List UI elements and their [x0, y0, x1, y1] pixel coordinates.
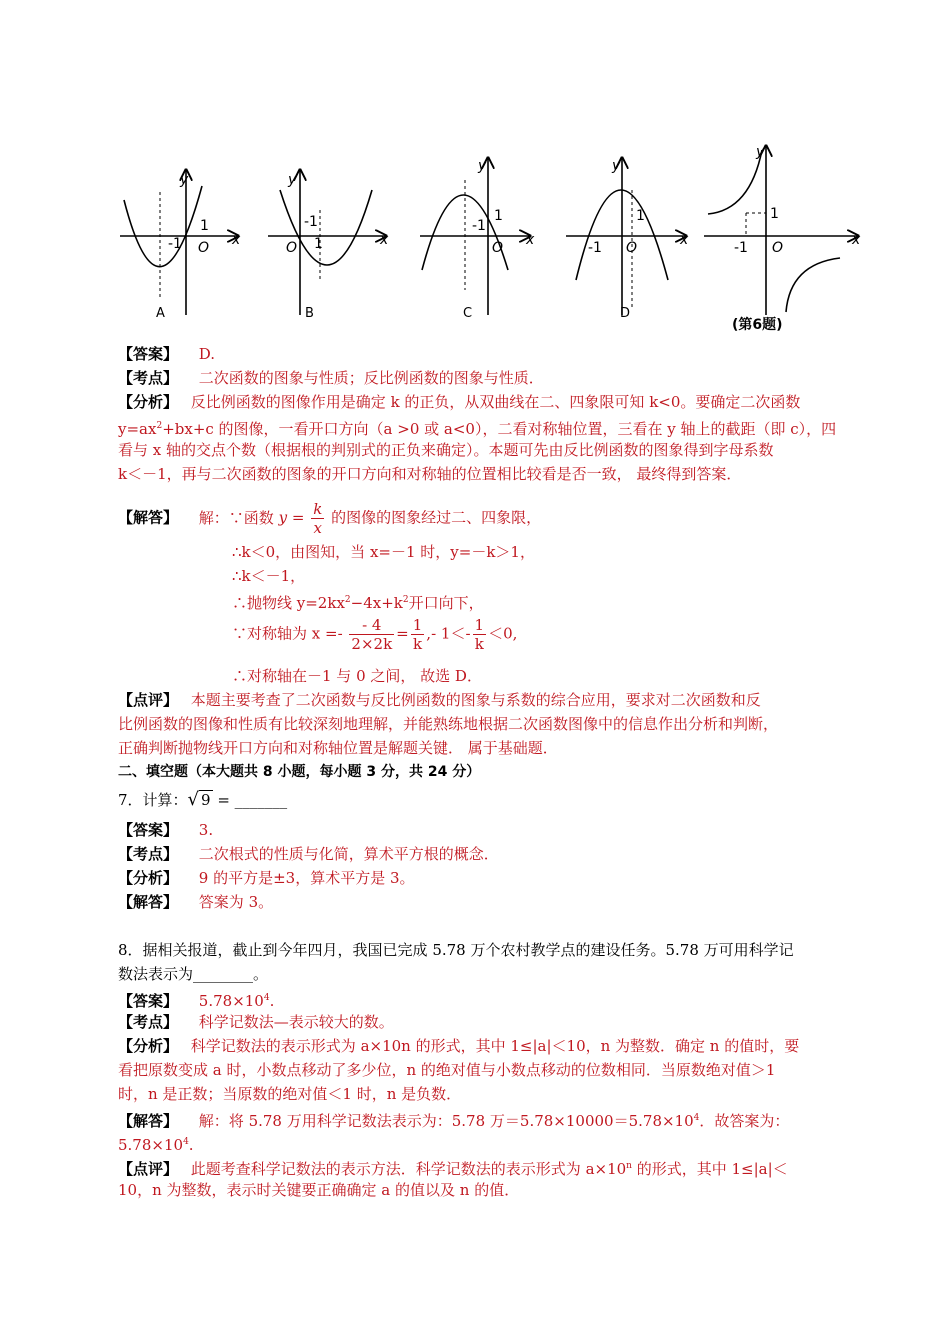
- function-graphs-figure: [110, 140, 870, 340]
- label-d: D: [620, 306, 631, 321]
- q7-stem: 7．计算：√ 9 = _______: [118, 789, 288, 810]
- svg-text:1: 1: [494, 208, 503, 224]
- svg-text:O: O: [626, 240, 638, 256]
- q8-comment-l1: 此题考查科学记数法的表示方法．科学记数法的表示形式为 $a\times 10^n$ 的形式，其中 1≤|a|＜: [190, 1160, 788, 1178]
- q6-point: 二次函数的图象与性质；反比例函数的图象与性质．: [198, 369, 544, 387]
- q8-sol-l2: $5.78\times 10^4$.: [118, 1136, 194, 1154]
- q8-sol-l1: 解：将 5.78 万用科学记数法表示为：5.78 万$=5.78\times 10000=5.78\times 10^4$．故答案为：: [198, 1112, 790, 1130]
- q6-answer: D.: [198, 345, 216, 363]
- q7-analysis-row: 【分析】 9 的平方是±3，算术平方是 3。: [118, 869, 415, 887]
- q7-answer-row: 【答案】 3.: [118, 821, 214, 839]
- analysis-tag: 【分析】: [118, 393, 179, 411]
- svg-text:-1: -1: [304, 214, 318, 230]
- q6-comment-l3: 正确判断抛物线开口方向和对称轴位置是解题关键． 属于基础题．: [118, 739, 558, 757]
- q6-analysis-l4: k＜－1，再与二次函数的图象的开口方向和对称轴的位置相比较看是否一致， 最终得到答案．: [118, 465, 742, 483]
- solution-tag: 【解答】: [118, 508, 179, 527]
- svg-text:-1: -1: [734, 240, 748, 256]
- q6-analysis-row: [118, 392, 800, 412]
- q8-comment-row: 【点评】 此题考查科学记数法的表示方法．科学记数法的表示形式为 $a\times 10^n$ 的形式，其中 1≤|a|＜: [118, 1160, 788, 1178]
- k-over-x-fraction: $\frac{k}{x}$: [313, 500, 323, 537]
- svg-text:x: x: [680, 232, 689, 248]
- svg-text:x: x: [380, 232, 389, 248]
- svg-text:y: y: [612, 158, 621, 174]
- svg-text:-1: -1: [168, 236, 182, 252]
- q8-analysis-l3: 时，n 是正数；当原数的绝对值＜1 时，n 是负数．: [118, 1085, 462, 1103]
- q8-analysis-l1: 科学记数法的表示形式为 a×10n 的形式，其中 1≤|a|＜10，n 为整数．确定 n 的值时，要: [190, 1037, 800, 1055]
- q6-sol-l5: ∵对称轴为 x =- $\frac{- 4}{2\times 2k}$ = $\frac{1}{k}$ ,- 1＜- $\frac{1}{k}$ ＜0,: [232, 616, 518, 653]
- q6-analysis-l1: 反比例函数的图像作用是确定 k 的正负，从双曲线在二、四象限可知 k<0。要确定二次函数: [190, 393, 801, 411]
- q6-sol-l2: ∴k＜0，由图知，当 x=－1 时，y=－k＞1，: [232, 543, 535, 561]
- q7-solution: 答案为 3。: [198, 893, 274, 911]
- svg-text:-1: -1: [472, 218, 486, 234]
- comment-tag: 【点评】: [118, 691, 179, 709]
- svg-text:x: x: [232, 232, 241, 248]
- section-heading: 二、填空题（本大题共 8 小题，每小题 3 分，共 24 分）: [118, 764, 481, 780]
- q6-comment-l2: 比例函数的图像和性质有比较深刻地理解，并能熟练地根据二次函数图像中的信息作出分析和判断，: [118, 715, 779, 733]
- graph-c: [420, 158, 530, 315]
- q8-solution-row: 【解答】 解：将 5.78 万用科学记数法表示为：5.78 万$=5.78\times 10000=5.78\times 10^4$．故答案为：: [118, 1112, 790, 1130]
- q6-sol-l4: ∴抛物线 $y=2kx^2-4x+k^2$开口向下，: [232, 594, 484, 612]
- svg-text:x: x: [852, 232, 861, 248]
- q7-point: 二次根式的性质与化简，算术平方根的概念．: [198, 845, 499, 863]
- q6-solution-row: 【解答】 解：∵函数 y = $\frac{k}{x}$ 的图像的图象经过二、四象限，: [118, 500, 542, 537]
- q6-analysis-l3: 看与 x 轴的交点个数（根据根的判别式的正负来确定）。本题可先由反比例函数的图象得到字母系数: [118, 441, 774, 459]
- svg-text:y: y: [756, 144, 765, 160]
- q8-analysis-row: 【分析】 科学记数法的表示形式为 a×10n 的形式，其中 1≤|a|＜10，n 为整数．确定 n 的值时，要: [118, 1037, 800, 1055]
- q8-stem-l1: 8．据相关报道，截止到今年四月，我国已完成 5.78 万个农村教学点的建设任务。5.78 万可用科学记: [118, 941, 794, 959]
- svg-text:1: 1: [770, 206, 779, 222]
- svg-text:1: 1: [314, 236, 323, 252]
- svg-text:1: 1: [200, 218, 209, 234]
- q6-sol-l6: ∴对称轴在－1 与 0 之间， 故选 D．: [232, 667, 482, 685]
- label-b: B: [305, 306, 314, 321]
- svg-text:y: y: [288, 172, 297, 188]
- figure-caption: (第6题): [732, 317, 783, 333]
- q7-point-row: 【考点】 二次根式的性质与化简，算术平方根的概念．: [118, 845, 499, 863]
- q8-point-row: 【考点】 科学记数法—表示较大的数。: [118, 1013, 394, 1031]
- q7-solution-row: 【解答】 答案为 3。: [118, 893, 274, 911]
- graph-hyperbola: [704, 146, 858, 315]
- graph-d: [566, 158, 686, 315]
- q7-analysis: 9 的平方是±3，算术平方是 3。: [198, 869, 415, 887]
- q8-answer: $5.78\times 10^4$.: [198, 992, 275, 1010]
- q6-point-row: [118, 368, 544, 388]
- q8-analysis-l2: 看把原数变成 a 时，小数点移动了多少位，n 的绝对值与小数点移动的位数相同．当原数绝对值＞1: [118, 1061, 776, 1079]
- q6-analysis-l2: $y=ax^2+bx+c$ 的图像，一看开口方向（a >0 或 a<0），二看对称轴位置，三看在 y 轴上的截距（即 c），四: [118, 420, 837, 438]
- svg-text:O: O: [492, 240, 504, 256]
- q6-comment-l1: 本题主要考查了二次函数与反比例函数的图象与系数的综合应用，要求对二次函数和反: [190, 691, 761, 709]
- label-a: A: [156, 306, 165, 321]
- svg-text:y: y: [478, 158, 487, 174]
- answer-tag: 【答案】: [118, 345, 179, 363]
- svg-text:-1: -1: [588, 240, 602, 256]
- q6-comment-row: [118, 690, 761, 710]
- svg-text:x: x: [526, 232, 535, 248]
- point-tag: 【考点】: [118, 369, 179, 387]
- label-c: C: [463, 306, 473, 321]
- svg-text:O: O: [772, 240, 784, 256]
- q8-point: 科学记数法—表示较大的数。: [198, 1013, 394, 1031]
- q8-answer-row: 【答案】 $5.78\times 10^4$.: [118, 992, 275, 1010]
- q8-stem-l2: 数法表示为________。: [118, 965, 269, 983]
- q8-comment-l2: 10，n 为整数，表示时关键要正确确定 a 的值以及 n 的值．: [118, 1181, 520, 1199]
- svg-text:O: O: [198, 240, 210, 256]
- svg-text:O: O: [286, 240, 298, 256]
- q6-answer-row: [118, 344, 215, 364]
- svg-text:1: 1: [636, 208, 645, 224]
- q7-answer: 3.: [198, 821, 214, 839]
- q6-sol-l3: ∴k＜－1，: [232, 567, 306, 585]
- svg-text:y: y: [180, 172, 189, 188]
